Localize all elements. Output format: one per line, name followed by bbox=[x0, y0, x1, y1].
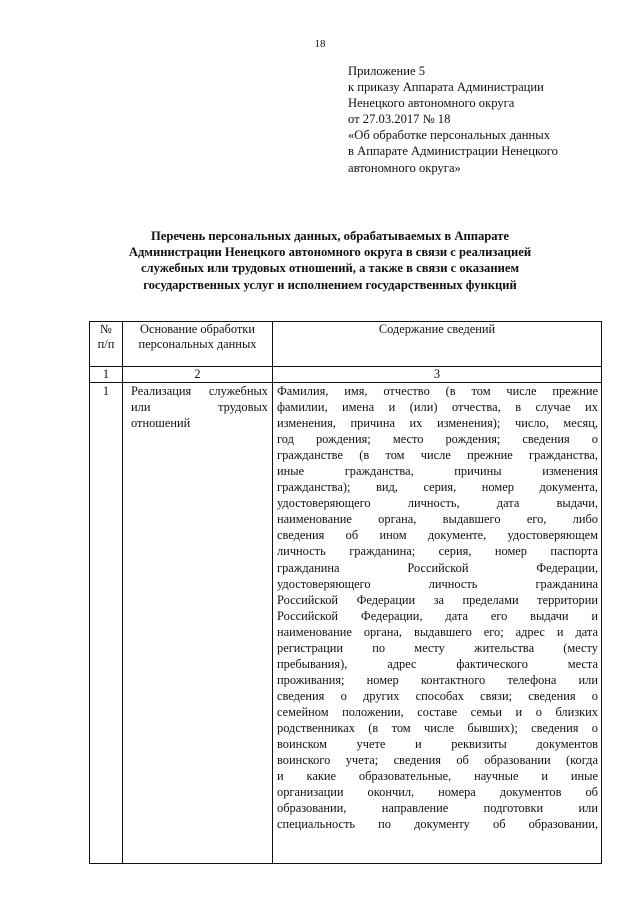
content-line: фамилии, имена и (или) отчества, в случае их bbox=[277, 400, 598, 415]
header-basis: Основание обработки персональных данных bbox=[123, 322, 273, 367]
appendix-line: «Об обработке персональных данных bbox=[348, 128, 550, 143]
content-line: специальность по документу об образовании, bbox=[277, 817, 598, 832]
header-content: Содержание сведений bbox=[273, 322, 602, 367]
content-line: регистрации по месту жительства (месту bbox=[277, 640, 598, 655]
content-line: наименование органа, выдавшего его; адрес и дата bbox=[277, 624, 598, 639]
column-number: 3 bbox=[273, 367, 602, 383]
appendix-line: к приказу Аппарата Администрации bbox=[348, 80, 544, 95]
content-line: Российской Федерации за пределами территории bbox=[277, 592, 598, 607]
content-line: воинском учете и реквизиты документов bbox=[277, 737, 598, 752]
content-line: проживания; номер контактного телефона или bbox=[277, 672, 598, 687]
appendix-line: Приложение 5 bbox=[348, 64, 426, 78]
table-row bbox=[90, 383, 602, 864]
content-line: удостоверяющего личность гражданина bbox=[277, 576, 598, 591]
document-title bbox=[60, 228, 600, 293]
content-line: семейном положении, составе семьи и о близких bbox=[277, 704, 598, 719]
content-line: удостоверяющего личность, дата выдачи, bbox=[277, 496, 598, 511]
content-line: гражданстве (в том числе прежние гражданства, bbox=[277, 448, 598, 463]
appendix-line: Ненецкого автономного округа bbox=[348, 96, 515, 111]
content-line: Российской Федерации, дата его выдачи и bbox=[277, 608, 598, 623]
content-line: изменения, причина их изменения); число, месяц, bbox=[277, 416, 598, 431]
appendix-block bbox=[348, 63, 618, 176]
column-number: 2 bbox=[123, 367, 273, 383]
content-line: год рождения; место рождения; сведения о bbox=[277, 432, 598, 447]
title-line: Перечень персональных данных, обрабатываемых в Аппарате bbox=[150, 229, 510, 243]
basis-line: Реализация служебных bbox=[131, 384, 268, 398]
content-line: сведения о других способах связи; сведения о bbox=[277, 688, 598, 703]
table-header-row bbox=[90, 322, 602, 367]
content-line: наименование органа, выдавшего его, либо bbox=[277, 512, 598, 527]
title-line: Администрации Ненецкого автономного округа в связи с реализацией bbox=[128, 245, 532, 260]
personal-data-table bbox=[89, 321, 602, 864]
content-line: образовании, направление подготовки или bbox=[277, 801, 598, 816]
basis-line: или трудовых bbox=[131, 400, 268, 415]
content-line: родственниках (в том числе бывших); сведения о bbox=[277, 720, 598, 735]
row-number: 1 bbox=[90, 383, 123, 864]
content-line: личность гражданина; серия, номер паспорта bbox=[277, 544, 598, 559]
row-basis bbox=[123, 383, 273, 864]
table-column-numbers-row bbox=[90, 367, 602, 383]
content-line: воинского учета; сведения об образовании (когда bbox=[277, 753, 598, 768]
basis-line: отношений bbox=[131, 416, 191, 431]
content-line: сведения об ином документе, удостоверяющем bbox=[277, 528, 598, 543]
title-line: служебных или трудовых отношений, а также в связи с оказанием bbox=[140, 261, 520, 276]
content-line: гражданина Российской Федерации, bbox=[277, 560, 598, 575]
page-number: 18 bbox=[314, 38, 326, 50]
appendix-line: автономного округа» bbox=[348, 160, 461, 175]
appendix-line: в Аппарате Администрации Ненецкого bbox=[348, 144, 558, 159]
appendix-line: от 27.03.2017 № 18 bbox=[348, 112, 451, 127]
content-line: иные гражданства, причины изменения bbox=[277, 464, 598, 479]
content-line: Фамилия, имя, отчество (в том числе прежние bbox=[277, 384, 598, 398]
content-line: организации окончил, номера документов об bbox=[277, 785, 598, 800]
content-line: и какие образовательные, научные и иные bbox=[277, 769, 598, 784]
title-line: государственных услуг и исполнением государственных функций bbox=[143, 277, 517, 292]
header-number: № п/п bbox=[90, 322, 123, 367]
column-number: 1 bbox=[90, 367, 123, 383]
row-content bbox=[273, 383, 602, 864]
content-line: пребывания), адрес фактического места bbox=[277, 656, 598, 671]
content-line: гражданства); вид, серия, номер документа, bbox=[277, 480, 598, 495]
